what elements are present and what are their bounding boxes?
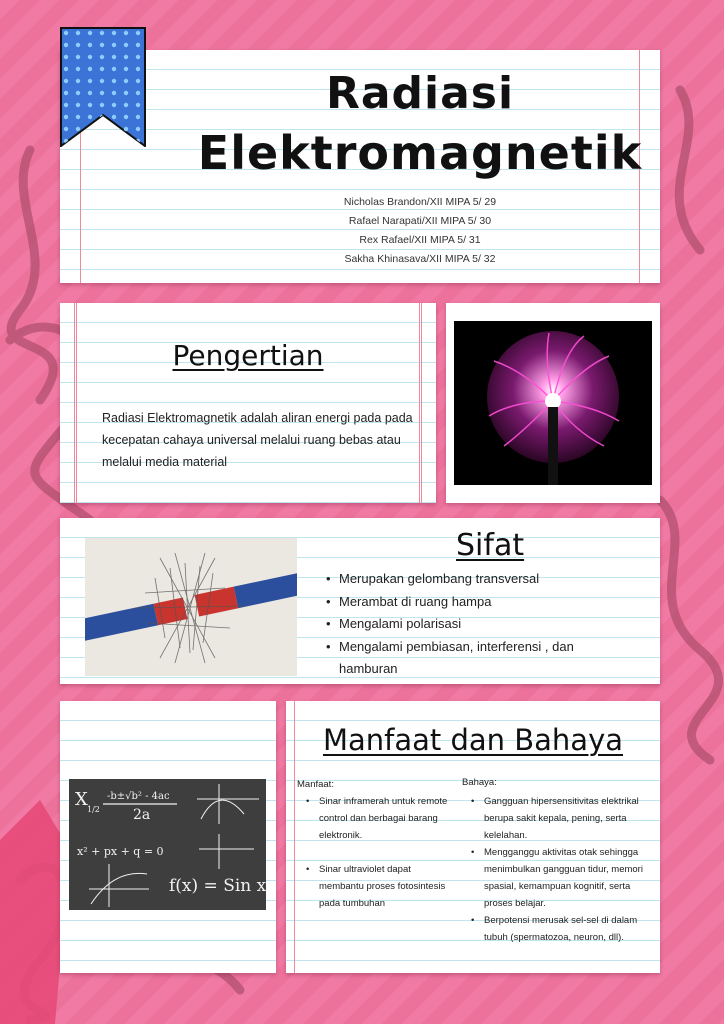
chalk-eq-numerator: -b±√b² - 4ac [107, 791, 170, 802]
author-item: Nicholas Brandon/XII MIPA 5/ 29 [343, 196, 497, 208]
pengertian-card [60, 303, 436, 503]
list-item: • Merupakan gelombang transversal [326, 568, 626, 591]
manfaat-list [306, 793, 456, 929]
plasma-ball-image [454, 321, 652, 485]
manfaat-label: Manfaat: [297, 779, 334, 790]
magnet-iron-filings-image [85, 538, 297, 676]
chalk-eq-x: X [75, 789, 88, 810]
author-item: Rafael Narapati/XII MIPA 5/ 30 [348, 215, 492, 227]
chalk-eq-fx: f(x) = Sin x [169, 876, 266, 896]
list-item: • Berpotensi merusak sel-sel di dalam tubuh (spermatozoa, neuron, dll). [471, 912, 656, 946]
list-item: • Merambat di ruang hampa [326, 591, 626, 614]
sifat-card [60, 518, 660, 684]
pengertian-heading: Pengertian [172, 339, 324, 372]
list-item: • Gangguan hipersensitivitas elektrikal berupa sakit kepala, pening, serta kelelahan. [471, 793, 656, 844]
manfaat-bahaya-heading: Manfaat dan Bahaya [322, 723, 624, 757]
sifat-list [326, 568, 626, 681]
list-item: • Mengalami polarisasi [326, 613, 626, 636]
list-item: • Sinar inframerah untuk remote control dan berbagai barang elektronik. [306, 793, 456, 844]
margin-line-left [74, 303, 77, 503]
title-card [60, 50, 660, 283]
bookmark-ribbon [60, 27, 146, 147]
chalkboard-image [69, 779, 266, 910]
chalk-eq-sub: 1/2 [87, 805, 100, 814]
author-list [160, 193, 680, 269]
chalk-eq-polynomial: x² + px + q = 0 [77, 845, 164, 858]
title-line-1: Radiasi [325, 68, 515, 119]
manfaat-bahaya-card [286, 701, 660, 973]
bahaya-label: Bahaya: [462, 777, 497, 788]
pengertian-text: Radiasi Elektromagnetik adalah aliran energi pada pada kecepatan cahaya universal melalui ruang bebas atau melalui media material [102, 411, 413, 469]
list-item: • Mengalami pembiasan, interferensi , dan hamburan [326, 636, 626, 681]
sifat-heading: Sifat [456, 528, 525, 563]
chalkboard-card [60, 701, 276, 973]
bahaya-list [471, 793, 656, 946]
margin-line-right [419, 303, 422, 503]
author-item: Rex Rafael/XII MIPA 5/ 31 [359, 234, 481, 246]
list-item: • Mengganggu aktivitas otak sehingga menimbulkan gangguan tidur, memori spasial, kemampuan kognitif, serta proses belajar. [471, 844, 656, 912]
chalk-eq-denominator: 2a [133, 807, 151, 823]
list-item: • Sinar ultraviolet dapat membantu proses fotosintesis pada tumbuhan [306, 861, 456, 912]
plasma-ball-card [446, 303, 660, 503]
author-item: Sakha Khinasava/XII MIPA 5/ 32 [344, 253, 496, 265]
title-line-2: Elektromagnetik [197, 126, 643, 180]
